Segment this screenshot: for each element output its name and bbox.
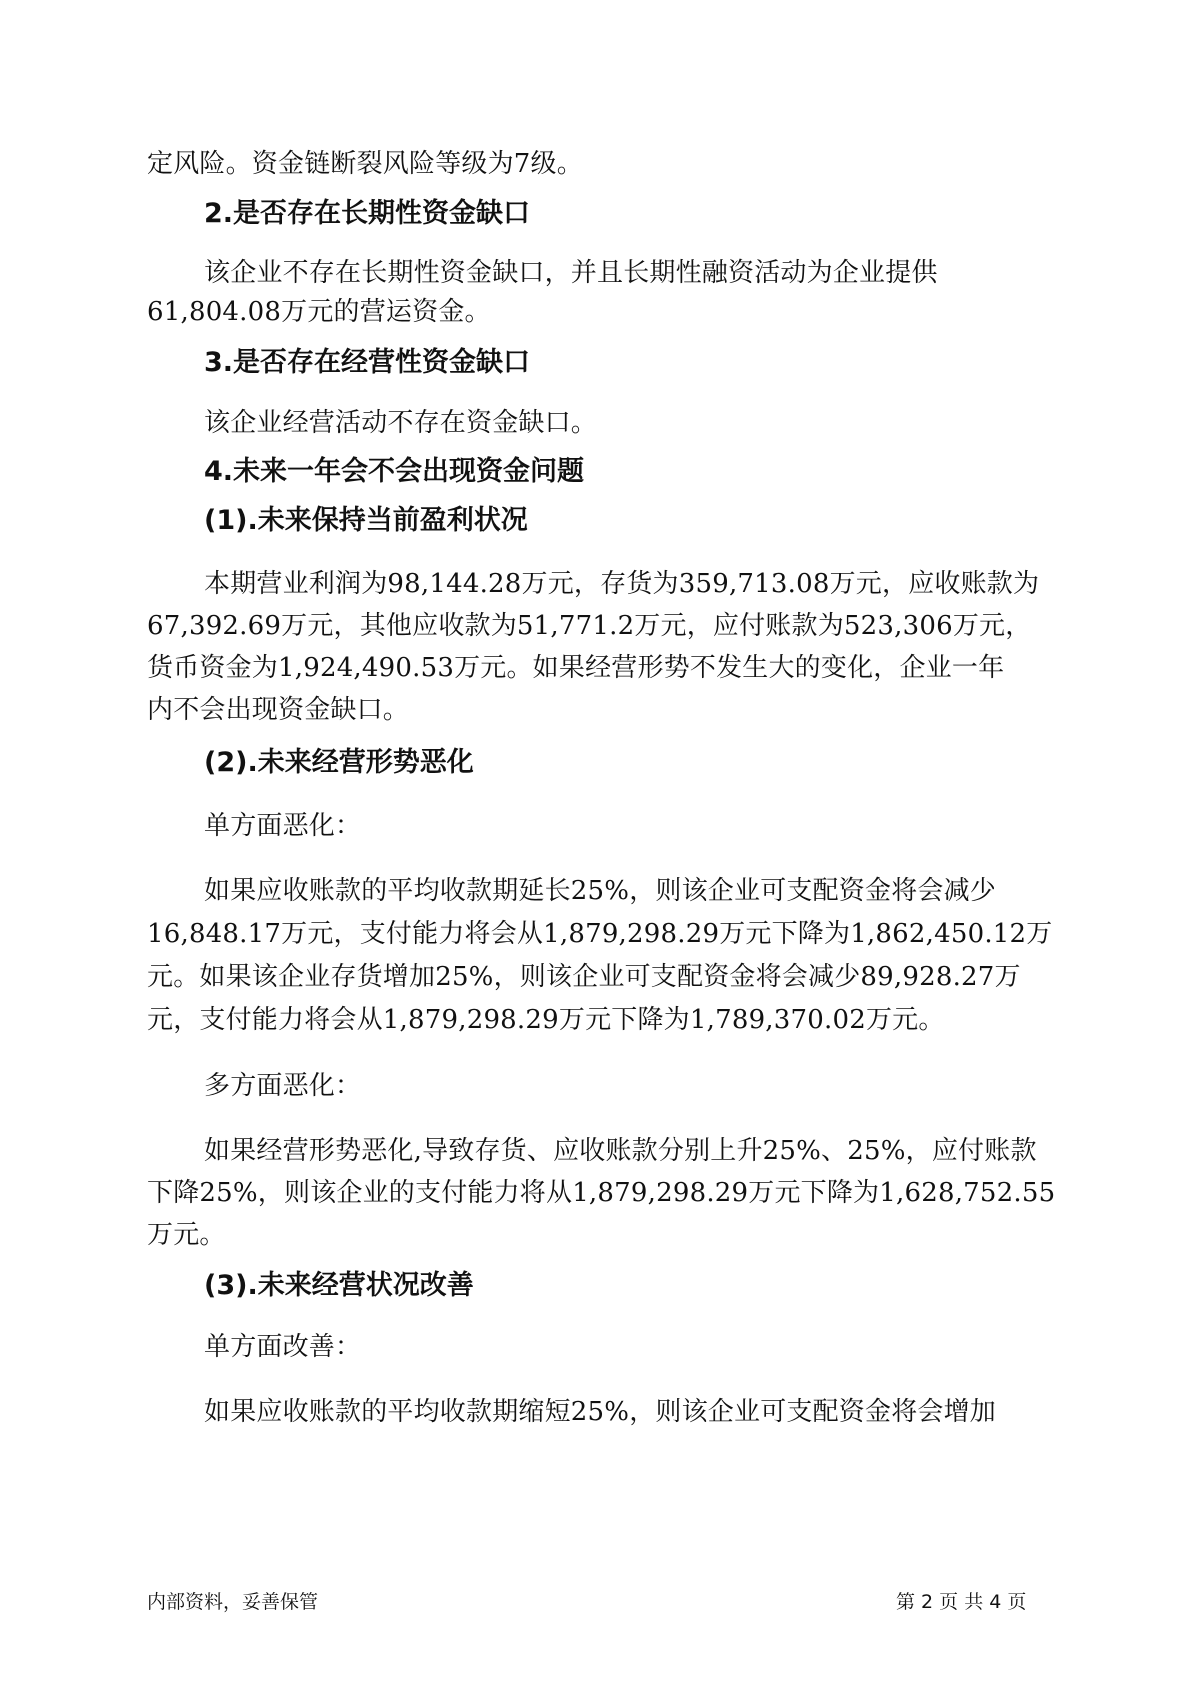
paragraph-line: 万元。 [147, 1220, 226, 1250]
paragraph-line: 如果应收账款的平均收款期缩短25%，则该企业可支配资金将会增加 [204, 1397, 996, 1427]
paragraph-line: 61,804.08万元的营运资金。 [147, 297, 491, 327]
paragraph-line: 该企业经营活动不存在资金缺口。 [204, 408, 598, 438]
paragraph-line: 67,392.69万元，其他应收款为51,771.2万元，应付账款为523,306万元， [147, 611, 1032, 641]
paragraph-line: 16,848.17万元，支付能力将会从1,879,298.29万元下降为1,862,450.12万 [147, 919, 1053, 949]
subsection-heading-worsening: (2).未来经营形势恶化 [204, 747, 474, 778]
paragraph-line: 定风险。资金链断裂风险等级为7级。 [147, 149, 583, 179]
footer-confidential-note: 内部资料，妥善保管 [147, 1591, 319, 1613]
section-heading-next-year: 4.未来一年会不会出现资金问题 [204, 456, 585, 487]
subsection-heading-keep-current: (1).未来保持当前盈利状况 [204, 505, 528, 536]
paragraph-line: 如果应收账款的平均收款期延长25%，则该企业可支配资金将会减少 [204, 876, 996, 906]
paragraph-line: 元，支付能力将会从1,879,298.29万元下降为1,789,370.02万元。 [147, 1005, 945, 1035]
paragraph-line: 单方面改善： [204, 1332, 362, 1362]
section-heading-operating-gap: 3.是否存在经营性资金缺口 [204, 347, 531, 378]
subsection-heading-improvement: (3).未来经营状况改善 [204, 1270, 474, 1301]
paragraph-line: 元。如果该企业存货增加25%，则该企业可支配资金将会减少89,928.27万 [147, 962, 1021, 992]
paragraph-line: 如果经营形势恶化,导致存货、应收账款分别上升25%、25%，应付账款 [204, 1136, 1037, 1166]
section-heading-long-term-gap: 2.是否存在长期性资金缺口 [204, 198, 531, 229]
paragraph-line: 单方面恶化： [204, 811, 362, 841]
paragraph-line: 多方面恶化： [204, 1071, 362, 1101]
paragraph-line: 本期营业利润为98,144.28万元，存货为359,713.08万元，应收账款为 [204, 569, 1040, 599]
footer-page-number: 第 2 页 共 4 页 [896, 1591, 1027, 1613]
paragraph-line: 货币资金为1,924,490.53万元。如果经营形势不发生大的变化，企业一年 [147, 653, 1005, 683]
paragraph-line: 该企业不存在长期性资金缺口，并且长期性融资活动为企业提供 [204, 258, 938, 288]
paragraph-line: 内不会出现资金缺口。 [147, 695, 410, 725]
paragraph-line: 下降25%，则该企业的支付能力将从1,879,298.29万元下降为1,628,752.55 [147, 1178, 1056, 1208]
